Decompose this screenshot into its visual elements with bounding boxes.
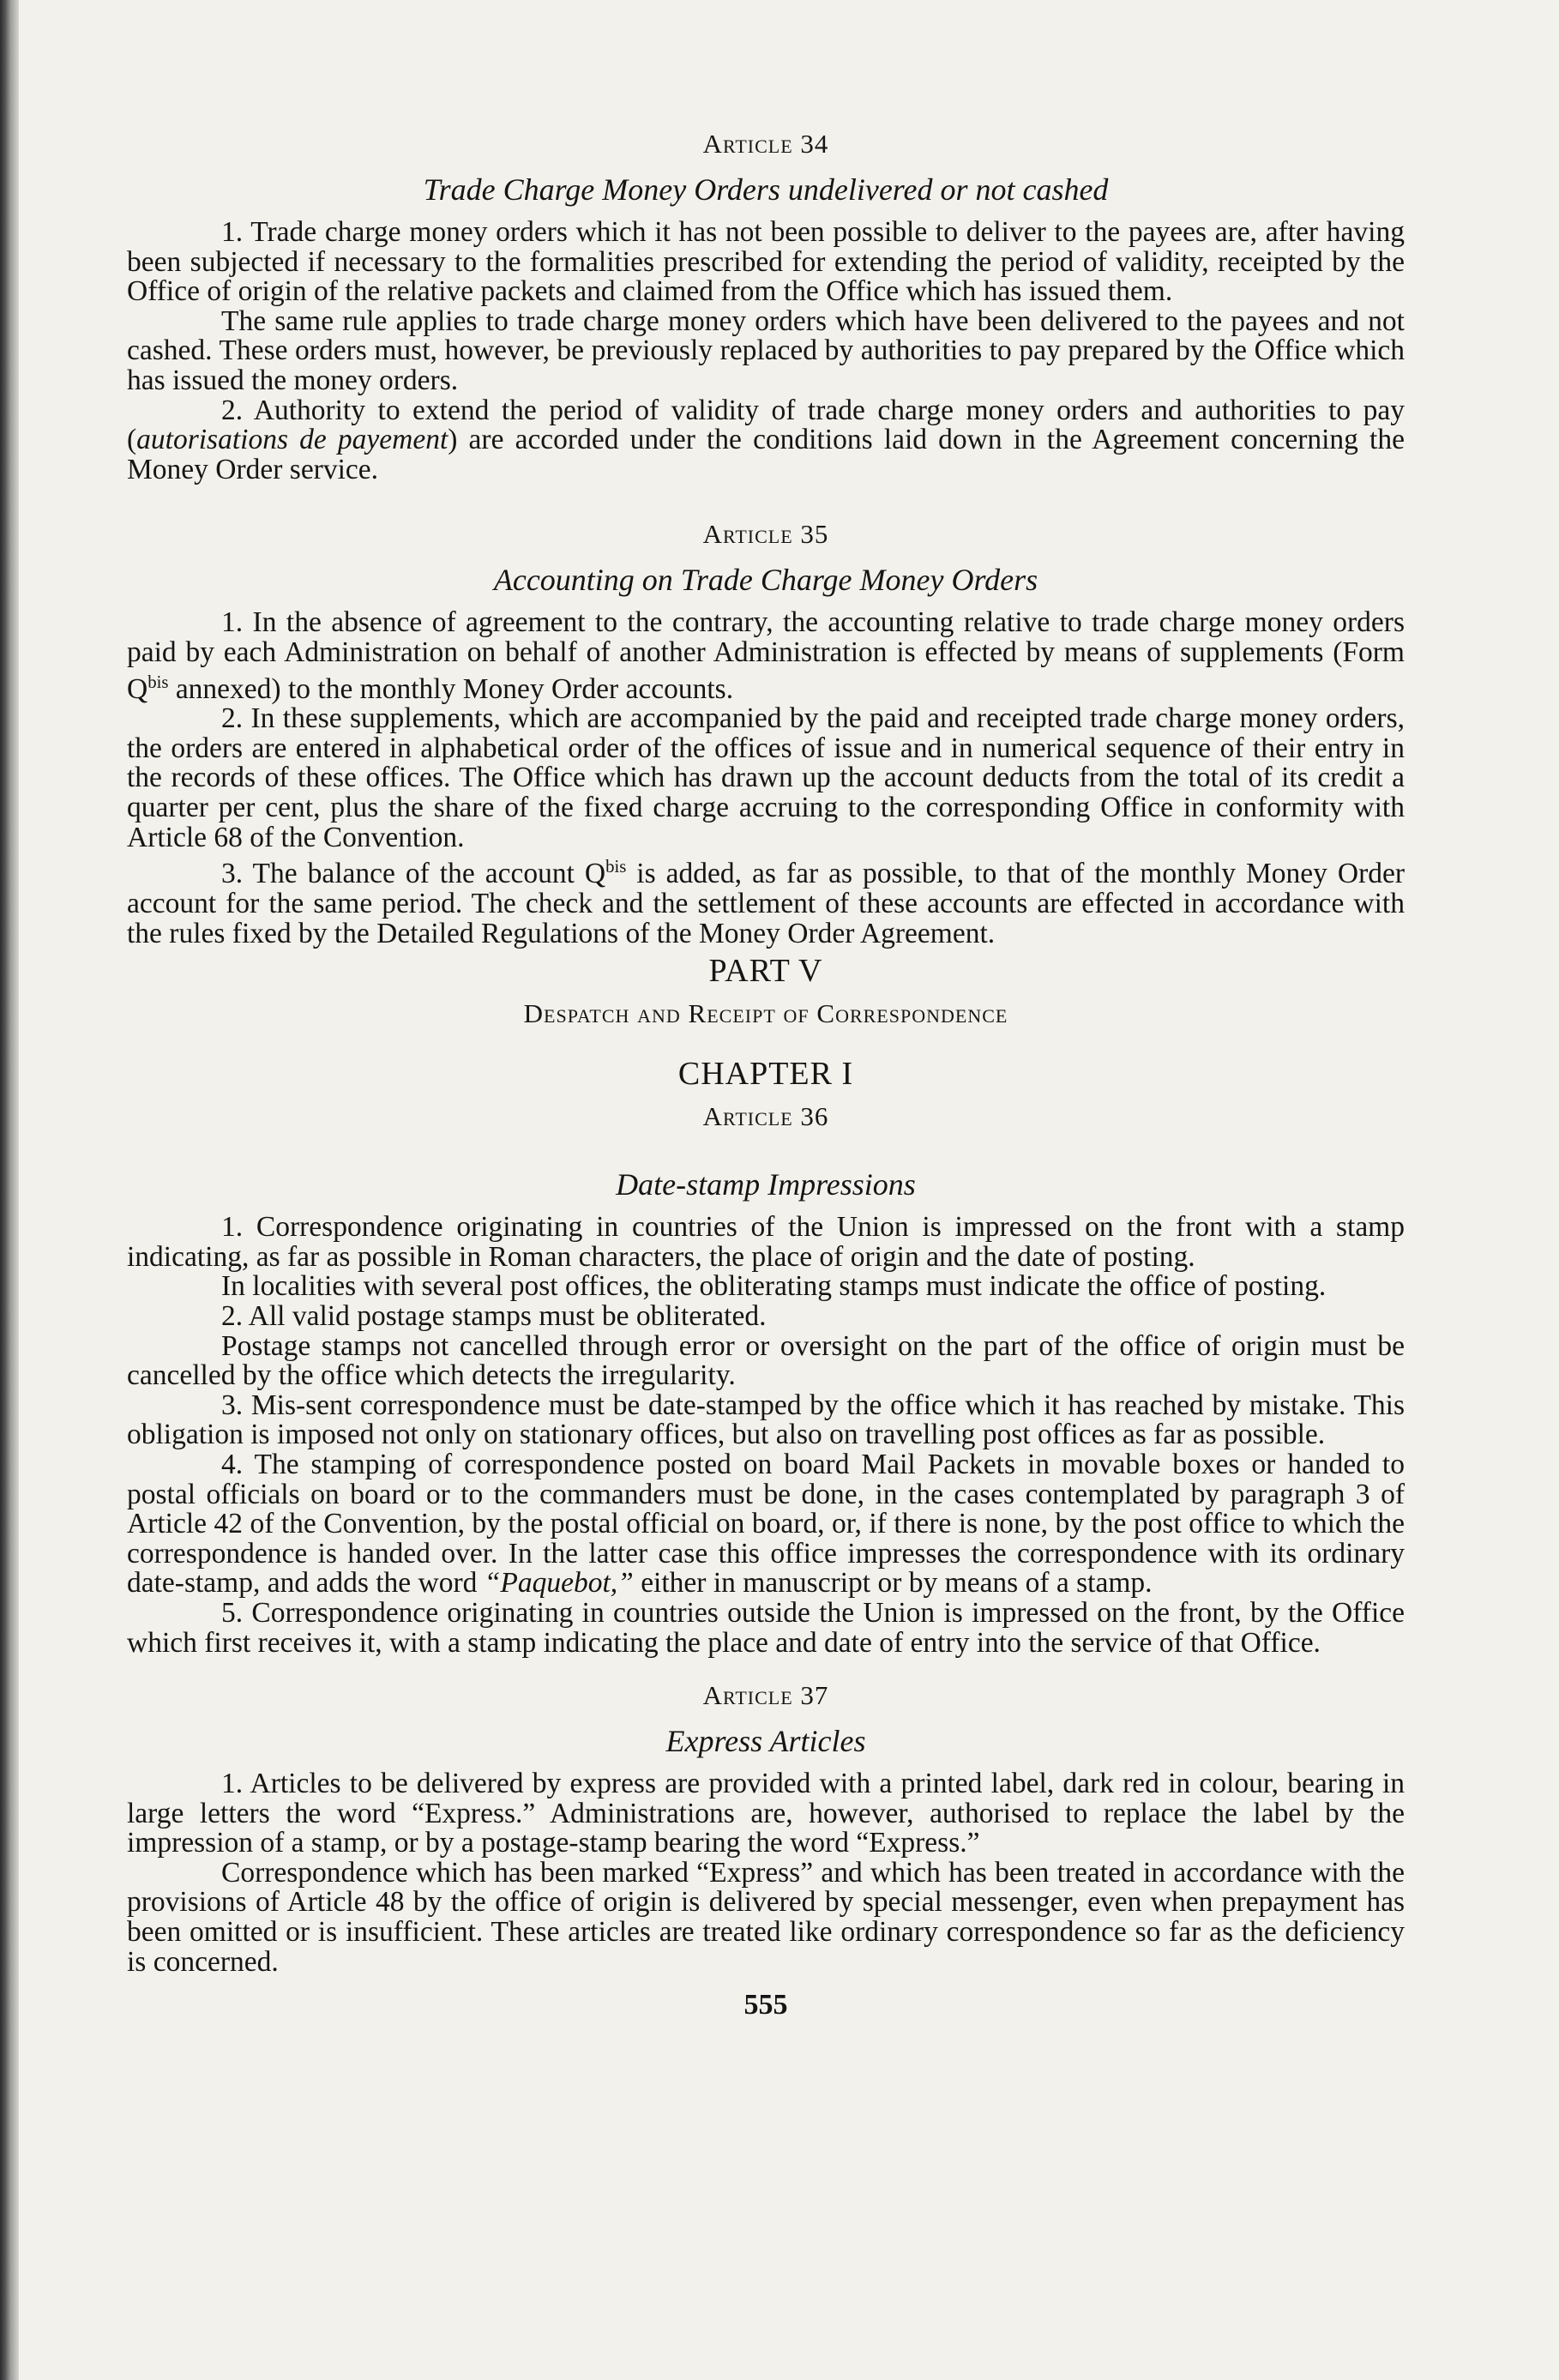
text-run: 1. In the absence of agreement to the contrary, the accounting relative to trade charge money orders paid by each Administration on behalf of another Administration is effected by means of supplements (Form Q xyxy=(127,606,1405,705)
paragraph: Postage stamps not cancelled through error or oversight on the part of the office of origin must be cancelled by the office which detects the irregularity. xyxy=(127,1329,1405,1392)
paragraph xyxy=(127,396,1405,485)
document-page xyxy=(127,129,1405,2021)
italic-term: autorisations de payement xyxy=(136,424,448,456)
part-title: PART V xyxy=(708,953,823,990)
article-37 xyxy=(127,1680,1405,1977)
article-34 xyxy=(127,129,1405,485)
paragraph xyxy=(127,1450,1405,1599)
text-run: 2. Authority to extend the period of validity of trade charge money orders and authorities to pay ( xyxy=(127,394,1405,456)
article-36 xyxy=(127,1101,1405,1658)
article-subheading: Accounting on Trade Charge Money Orders xyxy=(493,563,1038,598)
article-35 xyxy=(127,519,1405,949)
paragraph: 2. All valid postage stamps must be obliterated. xyxy=(221,1299,767,1332)
text-run: ) are accorded under the conditions laid down in the Agreement concerning the Money Order service. xyxy=(127,424,1405,485)
paragraph: In localities with several post offices, the obliterating stamps must indicate the office of posting. xyxy=(221,1270,1327,1303)
text-run: either in manuscript or by means of a stamp. xyxy=(633,1567,1153,1600)
superscript: bis xyxy=(147,672,169,692)
chapter-title: CHAPTER I xyxy=(677,1056,854,1093)
italic-term: “Paquebot,” xyxy=(484,1567,634,1600)
article-heading: Article 34 xyxy=(702,129,829,159)
paragraph: The same rule applies to trade charge money orders which have been delivered to the payees and not cashed. These orders must, however, be previously replaced by authorities to pay prepared by the Office which has issued the money orders. xyxy=(127,304,1405,396)
text-run: annexed) to the monthly Money Order accounts. xyxy=(168,672,734,705)
paragraph xyxy=(127,853,1405,949)
article-subheading: Date-stamp Impressions xyxy=(616,1167,916,1202)
paragraph: 1. Correspondence originating in countries of the Union is impressed on the front with a stamp indicating, as far as possible in Roman characters, the place of origin and the date of posting. xyxy=(127,1211,1405,1273)
book-binding-edge xyxy=(0,0,19,2380)
article-heading: Article 35 xyxy=(702,519,829,550)
article-heading: Article 36 xyxy=(702,1101,829,1132)
paragraph: 2. In these supplements, which are accompanied by the paid and receipted trade charge money orders, the orders are entered in alphabetical order of the offices of issue and in numerical sequence of their entry in the records of these offices. The Office which has drawn up the account deducts from the total of its credit a quarter per cent, plus the share of the fixed charge accruing to the corresponding Office in conformity with Article 68 of the Convention. xyxy=(127,702,1405,853)
text-run: is added, as far as possible, to that of the monthly Money Order account for the same period. The check and the settlement of these accounts are effected in accordance with the rules fixed by the Detailed Regulations of the Money Order Agreement. xyxy=(127,858,1405,949)
paragraph: 1. Articles to be delivered by express are provided with a printed label, dark red in colour, bearing in large letters the word “Express.” Administrations are, however, authorised to replace the label by the impression of a stamp, or by a postage-stamp bearing the word “Express.” xyxy=(127,1768,1405,1859)
paragraph: Correspondence which has been marked “Express” and which has been treated in accordance with the provisions of Article 48 by the office of origin is delivered by special messenger, even when prepayment has been omitted or is insufficient. These articles are treated like ordinary correspondence so far as the deficiency is concerned. xyxy=(127,1856,1405,1978)
text-run: 3. The balance of the account Q xyxy=(221,858,606,890)
text-run: 4. The stamping of correspondence posted on board Mail Packets in movable boxes or handed to postal officials on board or to the commanders must be done, in the cases contemplated by paragraph 3 of Article 42 of the Convention, by the postal official on board, or, if there is none, by the post office to which the correspondence is handed over. In the latter case this office impresses the correspondence with its ordinary date-stamp, and adds the word xyxy=(127,1448,1405,1600)
page-number: 555 xyxy=(743,1989,788,2021)
paragraph: 3. Mis-sent correspondence must be date-stamped by the office which it has reached by mistake. This obligation is imposed not only on stationary offices, but also on travelling post offices as far as possible. xyxy=(127,1389,1405,1451)
paragraph: 1. Trade charge money orders which it has not been possible to deliver to the payees are, after having been subjected if necessary to the formalities prescribed for extending the period of validity, receipted by the Office of origin of the relative packets and claimed from the Office which has issued them. xyxy=(127,216,1405,308)
part-subtitle: Despatch and Receipt of Correspondence xyxy=(523,998,1008,1029)
article-subheading: Express Articles xyxy=(665,1724,866,1759)
paragraph xyxy=(127,608,1405,704)
paragraph: 5. Correspondence originating in countries outside the Union is impressed on the front, by the Office which first receives it, with a stamp indicating the place and date of entry into the service of that Office. xyxy=(127,1596,1405,1659)
article-subheading: Trade Charge Money Orders undelivered or not cashed xyxy=(423,172,1109,207)
article-heading: Article 37 xyxy=(702,1680,829,1711)
superscript: bis xyxy=(605,857,627,877)
